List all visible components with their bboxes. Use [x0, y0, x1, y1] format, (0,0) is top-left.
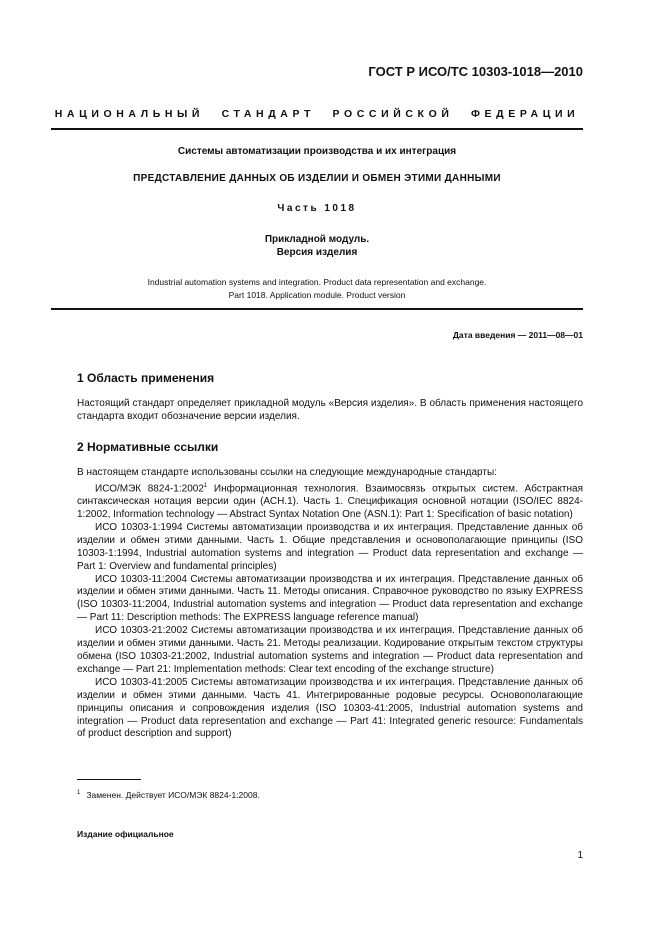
english-title-line1: Industrial automation systems and integration. Product data representation and exchange. [147, 277, 487, 287]
section-heading-scope: 1 Область применения [77, 371, 215, 385]
references-intro: В настоящем стандарте использованы ссылки на следующие международные стандарты: [77, 467, 497, 478]
effective-date: Дата введения — 2011—08—01 [452, 330, 583, 340]
title-module [51, 233, 583, 259]
references-block [77, 467, 583, 741]
reference-code: ИСО 10303-11:2004 [95, 573, 187, 585]
title-module-line1: Прикладной модуль. [264, 234, 370, 245]
english-title [51, 276, 583, 302]
header-divider [51, 128, 583, 130]
footnote [77, 790, 260, 800]
reference-item [77, 522, 583, 574]
reference-text: Информационная технология. Взаимосвязь открытых систем. Абстрактная синтаксическая нотация версии один (АСН.1). Часть 1. Спецификация основной нотации (ISO/IEC 8824-1:2002, Information technology — Abstract Syntax Notation One (ASN.1): Part 1: Specification of basic notation) [77, 483, 584, 521]
footnote-text: Заменен. Действует ИСО/МЭК 8824-1:2008. [86, 790, 260, 800]
reference-item [77, 625, 583, 677]
footnote-number: 1 [77, 790, 81, 797]
reference-item [77, 677, 583, 742]
reference-code: ИСО 10303-41:2005 [95, 676, 188, 688]
reference-item [77, 480, 583, 522]
reference-code: ИСО 10303-21:2002 [95, 625, 188, 637]
page-number: 1 [577, 850, 583, 861]
standard-code: ГОСТ Р ИСО/ТС 10303-1018—2010 [368, 64, 583, 79]
reference-code: ИСО 10303-1:1994 [95, 521, 183, 533]
reference-text: Системы автоматизации производства и их интеграция. Представление данных об изделии и обмен этими данными. Часть 1. Общие представления и основополагающие принципы (ISO 10303-1:1994, Industrial automation systems and integration — Product data representation and exchange — Part 1: Overview and fundamental principles) [77, 521, 583, 572]
title-main: ПРЕДСТАВЛЕНИЕ ДАННЫХ ОБ ИЗДЕЛИИ И ОБМЕН ЭТИМИ ДАННЫМИ [133, 173, 501, 184]
national-standard-banner: НАЦИОНАЛЬНЫЙ СТАНДАРТ РОССИЙСКОЙ ФЕДЕРАЦИИ [54, 108, 580, 120]
section-heading-references: 2 Нормативные ссылки [77, 440, 219, 454]
reference-item [77, 574, 583, 626]
reference-text: Системы автоматизации производства и их интеграция. Представление данных об изделии и обмен этими данными. Часть 41. Интегрированные родовые ресурсы. Основополагающие принципы описания и сопровождения изделия (ISO 10303-41:2005, Industrial automation systems and integration — Product data representation and exchange — Part 41: Integrated generic resource: Fundamentals of product description and support) [77, 676, 583, 740]
title-module-line2: Версия изделия [276, 247, 358, 258]
reference-text: Системы автоматизации производства и их интеграция. Представление данных об изделии и обмен этими данными. Часть 21. Методы реализации. Кодирование открытым текстом структуры обмена (ISO 10303-21:2002, Industrial automation systems and integration — Product data representation and exchange — Part 21: Implementation methods: Clear text encoding of the exchange structure) [77, 625, 583, 675]
edition-label: Издание официальное [77, 829, 174, 839]
title-part: Часть 1018 [277, 203, 357, 214]
footnote-divider [77, 779, 141, 780]
english-title-line2: Part 1018. Application module. Product version [228, 290, 406, 300]
title-divider [51, 308, 583, 310]
scope-paragraph: Настоящий стандарт определяет прикладной модуль «Версия изделия». В область применения настоящего стандарта входит обозначение версии изделия. [77, 398, 583, 422]
reference-text: Системы автоматизации производства и их интеграция. Представление данных об изделии и обмен этими данными. Часть 11. Методы описания. Справочное руководство по языку EXPRESS (ISO 10303-11:2004, Industrial automation systems and integration — Product data representation and exchange — Part 11: Description methods: The EXPRESS language reference manual) [77, 573, 583, 624]
title-series: Системы автоматизации производства и их интеграция [177, 146, 457, 157]
reference-code: ИСО/МЭК 8824-1:2002 [95, 483, 204, 495]
footnote-marker: 1 [203, 482, 208, 489]
